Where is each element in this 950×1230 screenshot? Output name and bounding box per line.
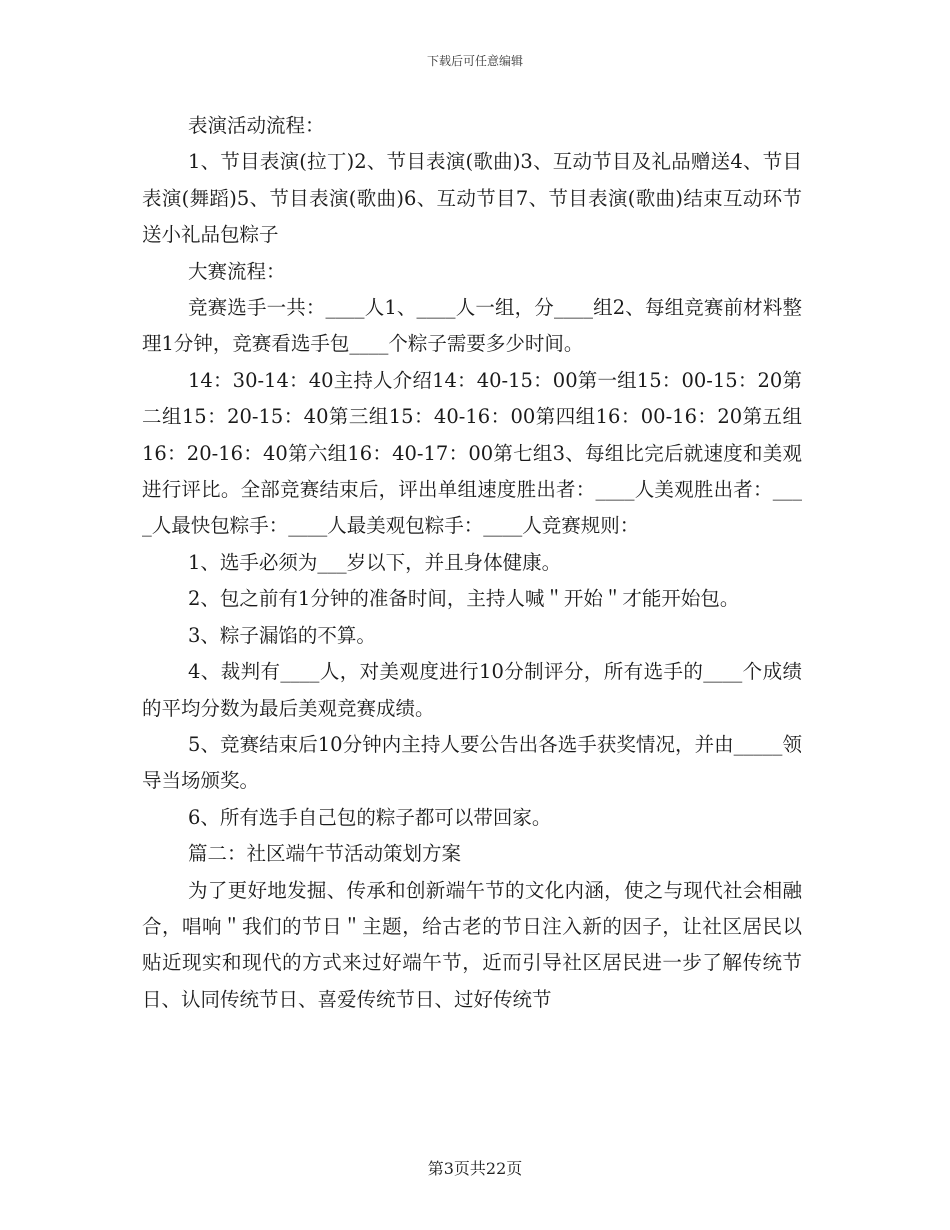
paragraph-contestants: 竞赛选手一共：____人1、____人一组，分____组2、每组竞赛前材料整理1分钟，竞赛看选手包____个粽子需要多少时间。 <box>142 296 802 356</box>
paragraph-rule-6: 6、所有选手自己包的粽子都可以带回家。 <box>188 805 552 829</box>
page-header: 下载后可任意编辑 <box>426 54 523 68</box>
paragraph-schedule: 14：30-14：40主持人介绍14：40-15：00第一组15：00-15：20第二组15：20-15：40第三组15：40-16：00第四组16：00-16：20第五组16：20-16：40第六组16：40-17：00第七组3、每组比完后就速度和美观进行评比。全部竞赛结束后，评出单组速度胜出者：____人美观胜出者：____人最快包粽手：____人最美观包粽手：____人竞赛规则： <box>142 368 802 538</box>
paragraph-performance-program: 1、节目表演(拉丁)2、节目表演(歌曲)3、互动节目及礼品赠送4、节目表演(舞蹈)5、节目表演(歌曲)6、互动节目7、节目表演(歌曲)结束互动环节送小礼品包粽子 <box>142 150 802 247</box>
paragraph-rule-2: 2、包之前有1分钟的准备时间，主持人喊＂开始＂才能开始包。 <box>188 587 740 611</box>
paragraph-contest-flow-title: 大赛流程： <box>188 259 286 283</box>
page-footer: 第3页共22页 <box>427 1159 523 1178</box>
paragraph-rule-4: 4、裁判有____人，对美观度进行10分制评分，所有选手的____个成绩的平均分数为最后美观竞赛成绩。 <box>142 660 802 720</box>
document-body <box>142 108 802 1018</box>
paragraph-rule-3: 3、粽子漏馅的不算。 <box>188 623 376 647</box>
paragraph-performance-flow-title: 表演活动流程： <box>188 114 325 137</box>
paragraph-rule-1: 1、选手必须为___岁以下，并且身体健康。 <box>188 550 562 574</box>
paragraph-rule-5: 5、竞赛结束后10分钟内主持人要公告出各选手获奖情况，并由_____领导当场颁奖。 <box>142 732 802 793</box>
paragraph-section-two-title: 篇二：社区端午节活动策划方案 <box>188 842 462 866</box>
paragraph-section-two-intro: 为了更好地发掘、传承和创新端午节的文化内涵，使之与现代社会相融合，唱响＂我们的节日＂主题，给古老的节日注入新的因子，让社区居民以贴近现实和现代的方式来过好端午节，近而引导社区居民进一步了解传统节日、认同传统节日、喜爱传统节日、过好传统节 <box>142 878 802 1011</box>
